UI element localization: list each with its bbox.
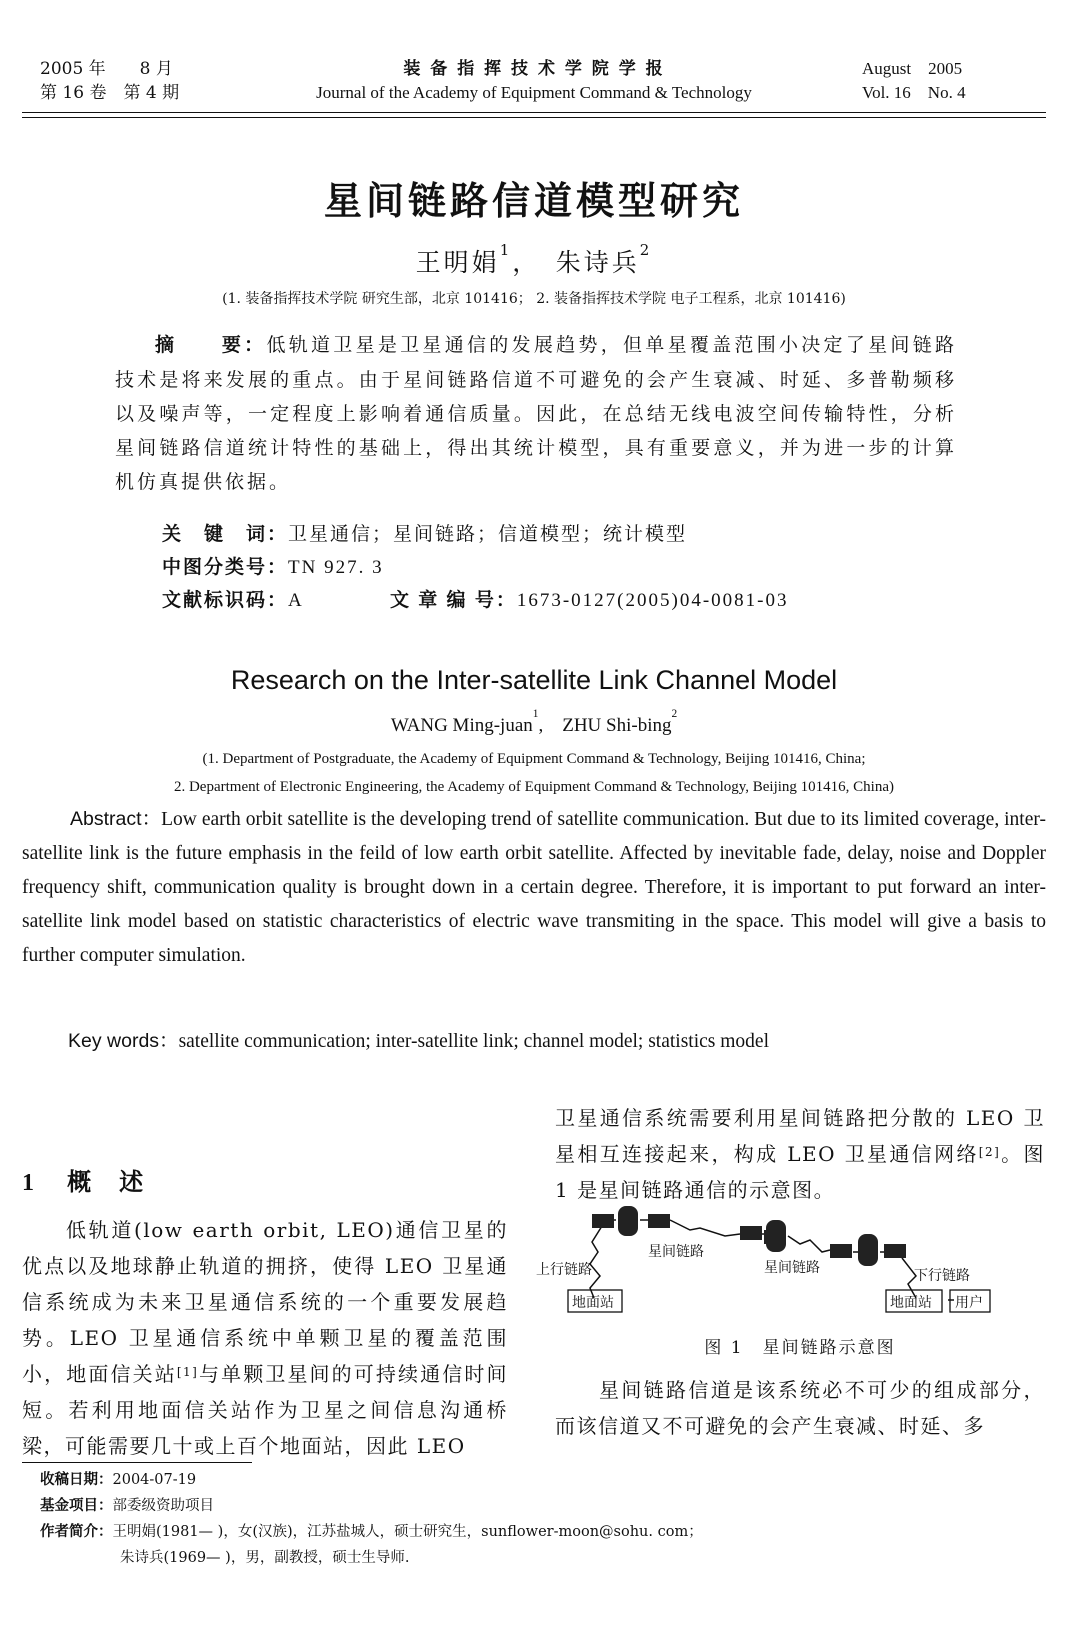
keywords-label-cn: 关 键 词： [162,524,289,545]
author-separator: ， [512,248,528,277]
solar-panel-3b [884,1244,906,1258]
author-1-en-affil-mark: 1 [532,708,539,720]
para-2-text: 星间链路信道是该系统必不可少的组成部分，而该信道又不可避免的会产生衰减、时延、多 [555,1378,1045,1438]
affiliation-en-2: 2. Department of Electronic Engineering, the Academy of Equipment Command & Technology, Beijing 101416, China) [173,779,895,795]
figure-labels [536,1244,983,1311]
ref-1-mark: [1] [176,1365,199,1379]
affiliations-cn: (1. 装备指挥技术学院 研究生部，北京 101416； 2. 装备指挥技术学院 电子工程系，北京 101416) [222,291,846,307]
abstract-text-en: Low earth orbit satellite is the developing trend of satellite communication. But due to its limited coverage, inter-satellite link is the future emphasis in the feild of low earth orbit satellite. Affected by inevitable fade, delay, noise and Doppler frequency shift, communication quality is brought down in a certain degree. Therefore, it is important to put forward an inter-satellite link model based on statistic characteristics of electric wave transmiting in the space. This model will give a basis to further computer simulation. [22,809,1046,966]
isl-link-2 [788,1236,830,1252]
footnote-author-bio [40,1518,1040,1546]
author-bio-label: 作者简介： [40,1524,113,1540]
paper-title-cn: 星间链路信道模型研究 [323,178,744,223]
journal-volume-cn: 第 16 卷 第 4 期 [40,83,180,103]
doc-code-value: A [288,590,304,611]
received-date: 2004-07-19 [112,1472,197,1488]
abstract-label-cn: 摘 要： [155,335,267,356]
header-rule [22,112,1046,113]
fund-label: 基金项目： [40,1498,113,1514]
solar-panel-1a [592,1214,614,1228]
clc-number [162,551,384,584]
authors-en [0,710,1068,737]
author-1-affil-mark: 1 [499,241,513,259]
author-1-cn: 王明娟 [415,248,500,277]
author-en-separator: , [538,715,563,736]
label-ground-station-2: 地面站 [890,1295,932,1311]
received-label: 收稿日期： [40,1472,113,1488]
ref-2-mark: [2] [978,1145,1001,1159]
journal-volume-en: Vol. 16 No. 4 [862,83,966,102]
solar-panel-1b [648,1214,670,1228]
label-downlink: 下行链路 [914,1268,970,1284]
author-2-en: ZHU Shi-bing [562,715,672,736]
abstract-cn [115,328,957,499]
abstract-text-cn: 低轨道卫星是卫星通信的发展趋势，但单星覆盖范围小决定了星间链路技术是将来发展的重点。由于星间链路信道不可避免的会产生衰减、时延、多普勒频移以及噪声等，一定程度上影响着通信质量。因此，在总结无线电波空间传输特性，分析星间链路信道统计特性的基础上，得出其统计模型，具有重要意义，并为进一步的计算机仿真提供依据。 [115,334,957,493]
clc-value: TN 927. 3 [288,557,384,578]
article-number [390,584,788,617]
authors-cn [0,243,1068,279]
satellites [592,1206,906,1266]
author-2-en-affil-mark: 2 [671,708,678,720]
keywords-cn [162,518,687,551]
abstract-colon-en: ： [141,809,162,830]
section-1-heading [22,1162,145,1197]
solar-panel-2a [740,1226,762,1240]
author-2-affil-mark: 2 [639,241,653,259]
section-1-title: 概 述 [67,1167,146,1196]
abstract-en [22,802,1046,973]
paper-title-en: Research on the Inter-satellite Link Channel Model [230,665,838,695]
satellite-1-body [618,1206,638,1236]
figure-1-caption: 图 1 星间链路示意图 [704,1338,896,1358]
isl-link-1 [670,1220,740,1236]
author-2-cn: 朱诗兵 [555,248,640,277]
clc-label: 中图分类号： [162,557,289,578]
fund-text: 部委级资助项目 [112,1498,214,1514]
footnote-author-2-bio: 朱诗兵(1969— )，男，副教授，硕士生导师. [120,1550,410,1566]
label-uplink: 上行链路 [536,1262,592,1278]
journal-name-cn: 装 备 指 挥 技 术 学 院 学 报 [403,59,665,79]
doc-code-label: 文献标识码： [162,590,289,611]
right-para-text-a: 卫星通信系统需要利用星间链路把分散的 LEO 卫星相互连接起来，构成 LEO 卫星通信网络 [555,1106,1045,1166]
author-1-en: WANG Ming-juan [390,715,533,736]
footnote-received [40,1466,1040,1494]
section-1-para-1 [22,1212,508,1464]
article-number-label: 文 章 编 号： [390,590,517,611]
abstract-label-en: Abstract [70,808,142,830]
affiliation-en-1: (1. Department of Postgraduate, the Academy of Equipment Command & Technology, Beijing 101416, China; [202,751,866,767]
journal-date-cn: 2005 年 8 月 [40,59,173,79]
footnote-rule [22,1462,252,1463]
label-user: 用户 [955,1295,983,1311]
article-number-value: 1673-0127(2005)04-0081-03 [516,590,789,611]
label-isl-2: 星间链路 [764,1260,820,1276]
doc-code [162,584,304,617]
keywords-text-en: satellite communication; inter-satellite link; channel model; statistics model [178,1031,769,1052]
satellite-3-body [858,1234,878,1266]
para-1-text-a: 低轨道(low earth orbit, LEO)通信卫星的优点以及地球静止轨道的拥挤，使得 LEO 卫星通信系统成为未来卫星通信系统的一个重要发展趋势。LEO 卫星通信系统中单颗卫星的覆盖范围小，地面信关站 [22,1218,508,1386]
journal-name-en: Journal of the Academy of Equipment Command & Technology [316,83,752,102]
keywords-colon-en: ： [159,1031,179,1052]
label-isl-1: 星间链路 [648,1244,704,1260]
keywords-text-cn: 卫星通信；星间链路；信道模型；统计模型 [288,523,688,545]
keywords-label-en: Key words [68,1030,160,1052]
keywords-en [68,1026,1028,1057]
footnote-fund [40,1492,1040,1520]
header-rule-thin [22,117,1046,118]
journal-date-en: August 2005 [862,59,963,78]
label-ground-station-1: 地面站 [572,1295,614,1311]
solar-panel-2b [764,1230,786,1244]
right-para-text-b: 。图 1 是星间链路通信的示意图。 [555,1142,1045,1202]
author-1-bio: 王明娟(1981— )，女(汉族)，江苏盐城人，硕士研究生，sunflower-moon@sohu. com； [112,1524,703,1540]
figure-1-diagram [530,1200,1010,1325]
section-1-number: 1 [22,1170,36,1196]
solar-panel-3a [830,1244,852,1258]
section-1-right-para [555,1100,1045,1208]
para-1-text-b: 与单颗卫星间的可持续通信时间短。若利用地面信关站作为卫星之间信息沟通桥梁，可能需要几十或上百个地面站，因此 LEO [22,1362,509,1458]
section-1-para-2 [555,1372,1045,1444]
